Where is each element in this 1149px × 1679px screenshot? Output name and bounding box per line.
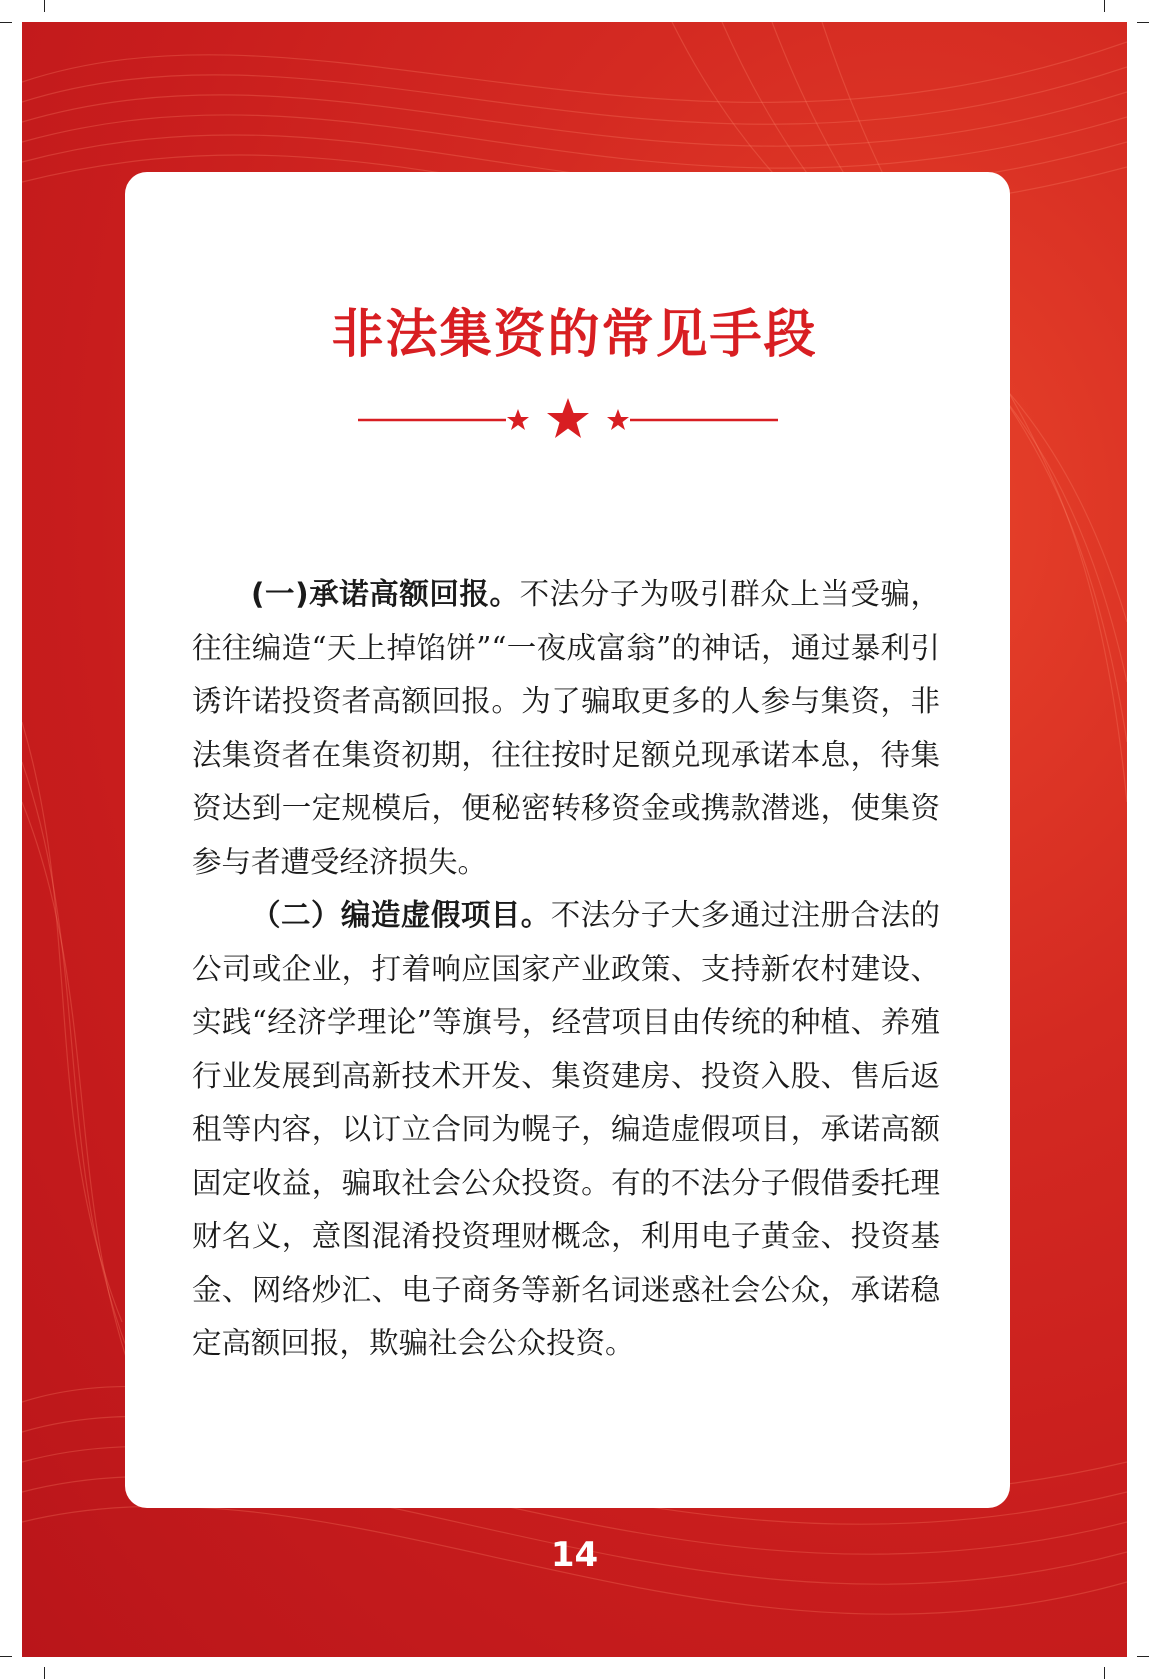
trim-mark	[0, 22, 12, 23]
page-title: 非法集资的常见手段	[331, 305, 818, 365]
paragraph	[192, 889, 940, 1371]
paragraph-heading: (一)承诺高额回报。	[251, 577, 520, 611]
article-body	[192, 568, 940, 1371]
trim-mark	[44, 1667, 45, 1679]
trim-mark	[44, 0, 45, 12]
trim-mark	[1104, 1667, 1105, 1679]
trim-mark	[1104, 0, 1105, 12]
large-star-icon	[547, 398, 589, 438]
small-star-icon	[507, 409, 529, 430]
trim-mark	[1137, 1656, 1149, 1657]
star-divider	[358, 395, 778, 445]
page-number: 14	[550, 1535, 599, 1575]
paragraph-text: 不法分子为吸引群众上当受骗，往往编造“天上掉馅饼”“一夜成富翁”的神话，通过暴利引诱许诺投资者高额回报。为了骗取更多的人参与集资，非法集资者在集资初期，往往按时足额兑现承诺本息，待集资达到一定规模后，便秘密转移资金或携款潜逃，使集资参与者遭受经济损失。	[192, 577, 940, 879]
small-star-icon	[607, 409, 629, 430]
trim-mark	[1137, 22, 1149, 23]
trim-mark	[0, 1656, 12, 1657]
paragraph-heading: （二）编造虚假项目。	[251, 898, 551, 932]
paragraph	[192, 568, 940, 889]
paragraph-text: 不法分子大多通过注册合法的公司或企业，打着响应国家产业政策、支持新农村建设、实践“经济学理论”等旗号，经营项目由传统的种植、养殖行业发展到高新技术开发、集资建房、投资入股、售后返租等内容，以订立合同为幌子，编造虚假项目，承诺高额固定收益，骗取社会公众投资。有的不法分子假借委托理财名义，意图混淆投资理财概念，利用电子黄金、投资基金、网络炒汇、电子商务等新名词迷惑社会公众，承诺稳定高额回报，欺骗社会公众投资。	[192, 898, 940, 1360]
